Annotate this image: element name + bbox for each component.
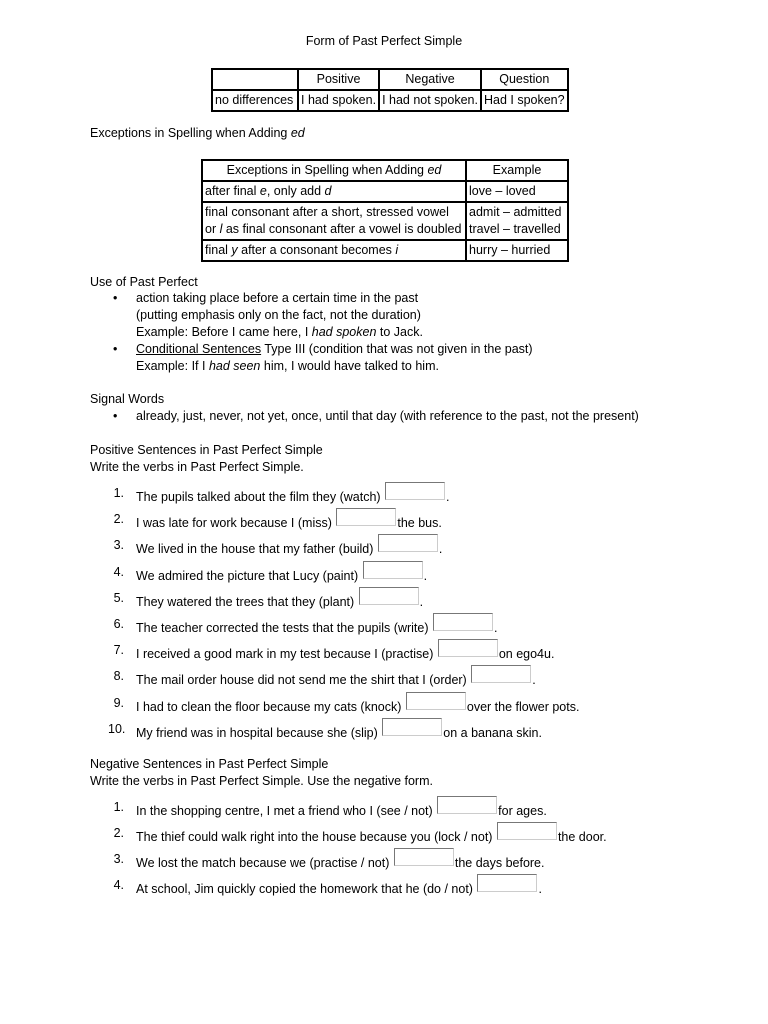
answer-input[interactable] — [378, 534, 438, 552]
item-sentence: We lost the match because we (practise / not) the days before. — [136, 852, 545, 870]
form-cell-question: Had I spoken? — [481, 90, 568, 111]
answer-input[interactable] — [471, 665, 531, 683]
exception-rule-consonant: final consonant after a short, stressed vowel or l as final consonant after a vowel is doubled — [202, 202, 466, 240]
bullet: • — [113, 409, 118, 423]
form-header-question: Question — [481, 69, 568, 90]
use-heading: Use of Past Perfect — [90, 275, 198, 289]
item-sentence: In the shopping centre, I met a friend who I (see / not) for ages. — [136, 800, 547, 818]
form-table — [211, 68, 569, 112]
answer-input[interactable] — [382, 718, 442, 736]
form-cell-negative: I had not spoken. — [379, 90, 481, 111]
answer-input[interactable] — [394, 848, 454, 866]
item-sentence: The pupils talked about the film they (watch) . — [136, 486, 450, 504]
exception-example: hurry – hurried — [466, 240, 568, 261]
item-number: 4. — [113, 564, 124, 579]
item-number: 2. — [113, 826, 124, 840]
answer-input[interactable] — [406, 692, 466, 710]
exception-example: admit – admitted travel – travelled — [466, 202, 568, 240]
item-number: 1. — [113, 486, 124, 500]
item-number: 8. — [113, 669, 124, 684]
exceptions-heading: Exceptions in Spelling when Adding ed — [90, 126, 305, 140]
item-sentence: We lived in the house that my father (build) . — [136, 538, 442, 556]
page-title: Form of Past Perfect Simple — [305, 34, 463, 48]
exceptions-table — [201, 159, 569, 262]
form-cell-label: no differences — [212, 90, 298, 111]
exception-rule-e: after final e, only add d — [202, 181, 466, 202]
use-bullet-1-line1: action taking place before a certain time in the past — [136, 291, 419, 305]
item-number: 7. — [113, 643, 124, 658]
conditional-sentences-link[interactable]: Conditional Sentences — [136, 342, 262, 356]
item-number: 4. — [113, 878, 124, 892]
answer-input[interactable] — [477, 874, 537, 892]
answer-input[interactable] — [437, 796, 497, 814]
negative-instruction: Write the verbs in Past Perfect Simple. Use the negative form. — [90, 774, 433, 788]
answer-input[interactable] — [438, 639, 498, 657]
answer-input[interactable] — [433, 613, 493, 631]
answer-input[interactable] — [497, 822, 557, 840]
item-sentence: They watered the trees that they (plant) . — [136, 591, 423, 609]
item-number: 3. — [113, 538, 124, 553]
item-number: 6. — [113, 617, 124, 631]
item-number: 10. — [108, 721, 126, 736]
item-sentence: The teacher corrected the tests that the pupils (write) . — [136, 617, 497, 635]
item-number: 5. — [113, 590, 124, 605]
item-sentence: I had to clean the floor because my cats (knock) over the flower pots. — [136, 696, 579, 714]
signal-words: already, just, never, not yet, once, until that day (with reference to the past, not the present) — [136, 409, 639, 423]
form-header-positive: Positive — [298, 69, 379, 90]
bullet: • — [113, 291, 118, 305]
item-sentence: We admired the picture that Lucy (paint) . — [136, 565, 427, 583]
item-sentence: At school, Jim quickly copied the homework that he (do / not) . — [136, 878, 542, 896]
exceptions-header: Exceptions in Spelling when Adding ed — [202, 160, 466, 181]
exception-example: love – loved — [466, 181, 568, 202]
example-header: Example — [466, 160, 568, 181]
form-cell-positive: I had spoken. — [298, 90, 379, 111]
use-bullet-1-line2: (putting emphasis only on the fact, not the duration) — [136, 308, 421, 322]
use-bullet-1-example: Example: Before I came here, I had spoken to Jack. — [136, 325, 423, 339]
form-header-negative: Negative — [379, 69, 481, 90]
item-sentence: The thief could walk right into the house because you (lock / not) the door. — [136, 826, 607, 844]
negative-heading: Negative Sentences in Past Perfect Simple — [90, 757, 329, 771]
item-number: 1. — [113, 800, 124, 814]
item-number: 3. — [113, 852, 124, 866]
item-number: 2. — [113, 512, 124, 527]
item-number: 9. — [113, 695, 124, 710]
item-sentence: The mail order house did not send me the shirt that I (order) . — [136, 669, 536, 687]
positive-instruction: Write the verbs in Past Perfect Simple. — [90, 460, 304, 474]
form-header-empty — [212, 69, 298, 90]
use-bullet-2: Conditional Sentences Type III (condition that was not given in the past) — [136, 342, 533, 356]
answer-input[interactable] — [385, 482, 445, 500]
answer-input[interactable] — [359, 587, 419, 605]
exception-rule-y: final y after a consonant becomes i — [202, 240, 466, 261]
signal-heading: Signal Words — [90, 392, 165, 406]
bullet: • — [113, 342, 118, 356]
item-sentence: My friend was in hospital because she (slip) on a banana skin. — [136, 722, 542, 740]
item-sentence: I was late for work because I (miss) the bus. — [136, 512, 442, 530]
positive-heading: Positive Sentences in Past Perfect Simple — [90, 443, 323, 457]
use-bullet-2-example: Example: If I had seen him, I would have talked to him. — [136, 359, 439, 373]
answer-input[interactable] — [336, 508, 396, 526]
item-sentence: I received a good mark in my test because I (practise) on ego4u. — [136, 643, 554, 661]
answer-input[interactable] — [363, 561, 423, 579]
